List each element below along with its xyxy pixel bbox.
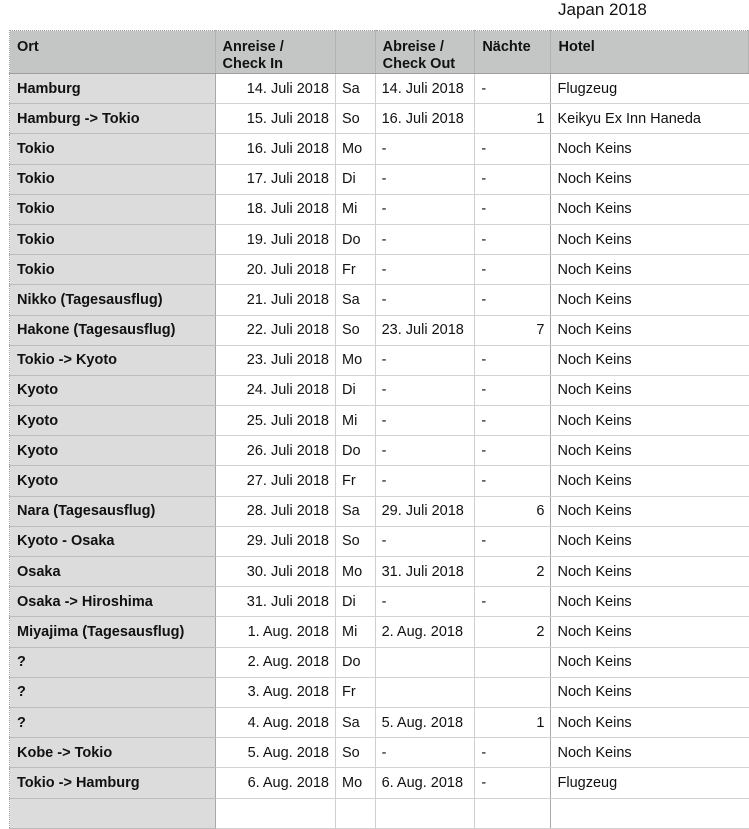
table-row (10, 194, 749, 224)
cell-day[interactable]: Di (336, 164, 376, 194)
cell-day[interactable]: Mo (336, 557, 376, 587)
cell-nights[interactable]: 2 (475, 557, 551, 587)
cell-hotel[interactable]: Noch Keins (551, 647, 749, 677)
cell-day[interactable]: Di (336, 587, 376, 617)
cell-nights[interactable]: - (475, 526, 551, 556)
header-ort[interactable]: Ort (10, 31, 216, 74)
cell-checkout[interactable]: - (375, 164, 475, 194)
cell-checkout[interactable]: 23. Juli 2018 (375, 315, 475, 345)
cell-day[interactable]: Di (336, 375, 376, 405)
cell-day[interactable]: So (336, 738, 376, 768)
cell-ort[interactable] (10, 798, 216, 828)
cell-checkin[interactable]: 1. Aug. 2018 (215, 617, 335, 647)
cell-checkin[interactable]: 18. Juli 2018 (215, 194, 335, 224)
cell-checkin[interactable]: 17. Juli 2018 (215, 164, 335, 194)
cell-hotel[interactable] (551, 798, 749, 828)
cell-nights[interactable]: 6 (475, 496, 551, 526)
cell-checkout[interactable]: - (375, 406, 475, 436)
cell-day[interactable]: Sa (336, 74, 376, 104)
cell-checkin[interactable]: 23. Juli 2018 (215, 345, 335, 375)
cell-hotel[interactable]: Noch Keins (551, 617, 749, 647)
cell-nights[interactable]: 2 (475, 617, 551, 647)
cell-checkin[interactable]: 28. Juli 2018 (215, 496, 335, 526)
cell-hotel[interactable]: Noch Keins (551, 285, 749, 315)
cell-ort[interactable]: Tokio (10, 134, 216, 164)
cell-ort[interactable]: ? (10, 647, 216, 677)
cell-day[interactable]: Sa (336, 285, 376, 315)
cell-nights[interactable]: - (475, 375, 551, 405)
table-row (10, 466, 749, 496)
cell-hotel[interactable]: Noch Keins (551, 677, 749, 707)
cell-ort[interactable]: Nara (Tagesausflug) (10, 496, 216, 526)
cell-day[interactable]: Do (336, 224, 376, 254)
cell-checkout[interactable]: - (375, 255, 475, 285)
header-checkout[interactable]: Abreise / Check Out (375, 31, 475, 74)
cell-ort[interactable]: Tokio (10, 255, 216, 285)
cell-nights[interactable]: - (475, 436, 551, 466)
cell-nights[interactable]: - (475, 768, 551, 798)
cell-checkout[interactable]: - (375, 285, 475, 315)
cell-ort[interactable]: Hamburg (10, 74, 216, 104)
cell-ort[interactable]: Osaka -> Hiroshima (10, 587, 216, 617)
cell-day[interactable]: So (336, 104, 376, 134)
cell-nights[interactable]: - (475, 194, 551, 224)
cell-day[interactable]: Sa (336, 707, 376, 737)
cell-day[interactable]: So (336, 526, 376, 556)
cell-checkout[interactable]: - (375, 587, 475, 617)
table-row (10, 617, 749, 647)
cell-checkin[interactable]: 20. Juli 2018 (215, 255, 335, 285)
cell-nights[interactable] (475, 798, 551, 828)
cell-checkin[interactable]: 22. Juli 2018 (215, 315, 335, 345)
cell-nights[interactable]: - (475, 224, 551, 254)
cell-nights[interactable]: - (475, 466, 551, 496)
cell-checkin[interactable]: 25. Juli 2018 (215, 406, 335, 436)
cell-nights[interactable]: - (475, 345, 551, 375)
cell-hotel[interactable]: Flugzeug (551, 768, 749, 798)
cell-nights[interactable]: - (475, 164, 551, 194)
cell-ort[interactable]: ? (10, 677, 216, 707)
cell-checkin[interactable]: 27. Juli 2018 (215, 466, 335, 496)
cell-ort[interactable]: Nikko (Tagesausflug) (10, 285, 216, 315)
cell-hotel[interactable]: Noch Keins (551, 194, 749, 224)
cell-hotel[interactable]: Noch Keins (551, 587, 749, 617)
cell-hotel[interactable]: Noch Keins (551, 466, 749, 496)
cell-checkout[interactable]: - (375, 134, 475, 164)
cell-ort[interactable]: Kyoto - Osaka (10, 526, 216, 556)
cell-ort[interactable]: Kobe -> Tokio (10, 738, 216, 768)
header-day[interactable] (336, 31, 376, 74)
cell-checkin[interactable]: 21. Juli 2018 (215, 285, 335, 315)
cell-day[interactable]: Fr (336, 255, 376, 285)
cell-hotel[interactable]: Noch Keins (551, 315, 749, 345)
table-row (10, 677, 749, 707)
header-nights[interactable]: Nächte (475, 31, 551, 74)
cell-ort[interactable]: Tokio -> Kyoto (10, 345, 216, 375)
cell-checkout[interactable]: 5. Aug. 2018 (375, 707, 475, 737)
cell-checkout[interactable]: - (375, 375, 475, 405)
cell-hotel[interactable]: Noch Keins (551, 436, 749, 466)
header-checkin[interactable]: Anreise / Check In (215, 31, 335, 74)
cell-ort[interactable]: Miyajima (Tagesausflug) (10, 617, 216, 647)
table-row (10, 557, 749, 587)
cell-checkin[interactable]: 16. Juli 2018 (215, 134, 335, 164)
table-row (10, 315, 749, 345)
cell-checkout[interactable]: 16. Juli 2018 (375, 104, 475, 134)
cell-day[interactable]: Mo (336, 134, 376, 164)
cell-ort[interactable]: Tokio (10, 164, 216, 194)
table-row (10, 738, 749, 768)
cell-day[interactable]: Fr (336, 466, 376, 496)
cell-nights[interactable]: - (475, 255, 551, 285)
cell-ort[interactable]: Osaka (10, 557, 216, 587)
cell-checkout[interactable]: 29. Juli 2018 (375, 496, 475, 526)
cell-day[interactable]: Mo (336, 768, 376, 798)
cell-ort[interactable]: Kyoto (10, 406, 216, 436)
table-row (10, 224, 749, 254)
cell-day[interactable]: Mi (336, 194, 376, 224)
cell-checkin[interactable]: 5. Aug. 2018 (215, 738, 335, 768)
cell-hotel[interactable]: Noch Keins (551, 375, 749, 405)
cell-checkout[interactable]: - (375, 466, 475, 496)
cell-ort[interactable]: Tokio (10, 194, 216, 224)
table-row (10, 285, 749, 315)
cell-checkin[interactable]: 26. Juli 2018 (215, 436, 335, 466)
table-row (10, 406, 749, 436)
cell-ort[interactable]: Kyoto (10, 375, 216, 405)
cell-ort[interactable]: Hakone (Tagesausflug) (10, 315, 216, 345)
cell-nights[interactable]: - (475, 285, 551, 315)
cell-checkout[interactable]: - (375, 194, 475, 224)
cell-day[interactable]: Mi (336, 617, 376, 647)
table-row (10, 104, 749, 134)
cell-hotel[interactable]: Noch Keins (551, 496, 749, 526)
cell-hotel[interactable]: Noch Keins (551, 255, 749, 285)
cell-checkin[interactable]: 31. Juli 2018 (215, 587, 335, 617)
cell-checkout[interactable]: 2. Aug. 2018 (375, 617, 475, 647)
cell-hotel[interactable]: Noch Keins (551, 134, 749, 164)
cell-checkin[interactable]: 3. Aug. 2018 (215, 677, 335, 707)
table-row (10, 526, 749, 556)
cell-day[interactable]: Mo (336, 345, 376, 375)
cell-checkin[interactable]: 2. Aug. 2018 (215, 647, 335, 677)
cell-hotel[interactable]: Noch Keins (551, 707, 749, 737)
table-row (10, 134, 749, 164)
cell-hotel[interactable]: Noch Keins (551, 164, 749, 194)
table-row (10, 768, 749, 798)
cell-day[interactable]: Mi (336, 406, 376, 436)
cell-nights[interactable]: - (475, 406, 551, 436)
cell-checkin[interactable]: 24. Juli 2018 (215, 375, 335, 405)
cell-day[interactable]: Sa (336, 496, 376, 526)
cell-checkin[interactable]: 29. Juli 2018 (215, 526, 335, 556)
cell-checkout[interactable]: - (375, 526, 475, 556)
cell-hotel[interactable]: Noch Keins (551, 345, 749, 375)
cell-nights[interactable]: - (475, 738, 551, 768)
table-row (10, 647, 749, 677)
cell-checkout[interactable] (375, 647, 475, 677)
table-row (10, 74, 749, 104)
cell-nights[interactable]: 7 (475, 315, 551, 345)
cell-ort[interactable]: ? (10, 707, 216, 737)
table-row (10, 436, 749, 466)
header-hotel[interactable]: Hotel (551, 31, 749, 74)
cell-hotel[interactable]: Noch Keins (551, 224, 749, 254)
cell-day[interactable]: Do (336, 436, 376, 466)
table-row (10, 164, 749, 194)
cell-nights[interactable] (475, 677, 551, 707)
sheet-title: Japan 2018 (558, 0, 647, 19)
cell-checkout[interactable] (375, 677, 475, 707)
table-row (10, 255, 749, 285)
header-row (10, 31, 749, 74)
cell-checkout[interactable]: 6. Aug. 2018 (375, 768, 475, 798)
cell-nights[interactable]: 1 (475, 707, 551, 737)
cell-checkin[interactable] (215, 798, 335, 828)
table-row (10, 345, 749, 375)
cell-hotel[interactable]: Flugzeug (551, 74, 749, 104)
table-row (10, 707, 749, 737)
cell-checkout[interactable]: - (375, 436, 475, 466)
cell-hotel[interactable]: Noch Keins (551, 557, 749, 587)
cell-checkout[interactable] (375, 798, 475, 828)
cell-checkout[interactable]: - (375, 738, 475, 768)
cell-checkin[interactable]: 19. Juli 2018 (215, 224, 335, 254)
cell-checkin[interactable]: 30. Juli 2018 (215, 557, 335, 587)
cell-checkout[interactable]: 14. Juli 2018 (375, 74, 475, 104)
cell-day[interactable] (336, 798, 376, 828)
cell-day[interactable]: Do (336, 647, 376, 677)
cell-ort[interactable]: Tokio -> Hamburg (10, 768, 216, 798)
cell-hotel[interactable]: Noch Keins (551, 526, 749, 556)
cell-checkout[interactable]: 31. Juli 2018 (375, 557, 475, 587)
cell-nights[interactable]: - (475, 587, 551, 617)
cell-day[interactable]: Fr (336, 677, 376, 707)
cell-ort[interactable]: Hamburg -> Tokio (10, 104, 216, 134)
cell-hotel[interactable]: Noch Keins (551, 406, 749, 436)
cell-checkin[interactable]: 4. Aug. 2018 (215, 707, 335, 737)
cell-nights[interactable] (475, 647, 551, 677)
cell-day[interactable]: So (336, 315, 376, 345)
cell-ort[interactable]: Tokio (10, 224, 216, 254)
cell-nights[interactable]: 1 (475, 104, 551, 134)
cell-checkin[interactable]: 6. Aug. 2018 (215, 768, 335, 798)
cell-hotel[interactable]: Keikyu Ex Inn Haneda (551, 104, 749, 134)
cell-checkin[interactable]: 15. Juli 2018 (215, 104, 335, 134)
cell-checkout[interactable]: - (375, 224, 475, 254)
itinerary-table (9, 30, 749, 829)
table-row (10, 375, 749, 405)
cell-nights[interactable]: - (475, 134, 551, 164)
cell-ort[interactable]: Kyoto (10, 466, 216, 496)
cell-checkout[interactable]: - (375, 345, 475, 375)
table-row (10, 496, 749, 526)
cell-nights[interactable]: - (475, 74, 551, 104)
table-row (10, 798, 749, 828)
cell-checkin[interactable]: 14. Juli 2018 (215, 74, 335, 104)
cell-ort[interactable]: Kyoto (10, 436, 216, 466)
table-row (10, 587, 749, 617)
cell-hotel[interactable]: Noch Keins (551, 738, 749, 768)
